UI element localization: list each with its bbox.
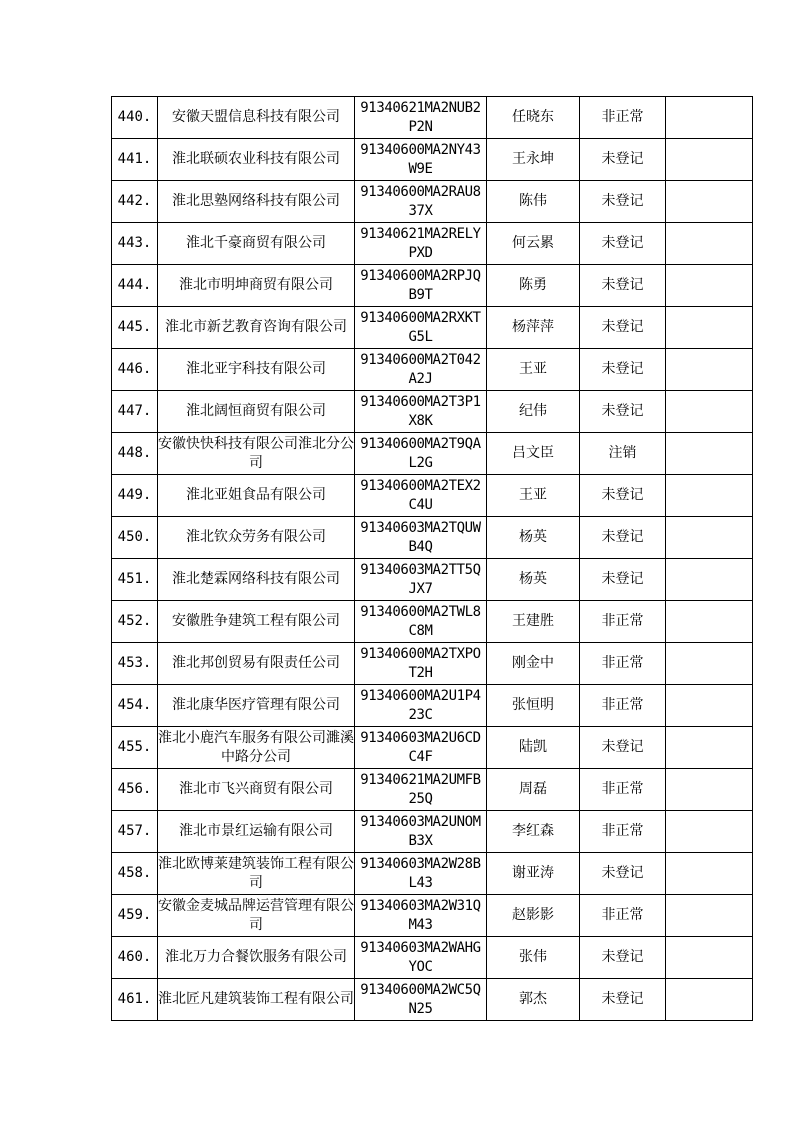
table-row [112, 895, 753, 937]
status: 未登记 [580, 853, 666, 895]
credit-code [355, 349, 487, 391]
company-name: 淮北阔恒商贸有限公司 [158, 391, 355, 433]
credit-code-line-2: L2G [408, 454, 433, 471]
note [666, 391, 753, 433]
row-number: 449. [112, 475, 158, 517]
credit-code-line-1: 91340600MA2RPJQ [360, 267, 481, 284]
company-name: 淮北亚姐食品有限公司 [158, 475, 355, 517]
legal-representative: 何云累 [487, 223, 580, 265]
credit-code [355, 895, 487, 937]
credit-code [355, 811, 487, 853]
credit-code-line-1: 91340600MA2RXKT [360, 309, 481, 326]
company-name: 淮北市明坤商贸有限公司 [158, 265, 355, 307]
status: 未登记 [580, 727, 666, 769]
legal-representative: 陈伟 [487, 181, 580, 223]
credit-code [355, 265, 487, 307]
status: 未登记 [580, 139, 666, 181]
row-number: 447. [112, 391, 158, 433]
credit-code-line-2: C4U [408, 496, 433, 513]
legal-representative: 刚金中 [487, 643, 580, 685]
credit-code [355, 391, 487, 433]
credit-code-line-2: B9T [408, 286, 433, 303]
credit-code-line-1: 91340600MA2TEX2 [360, 477, 481, 494]
note [666, 349, 753, 391]
credit-code-line-1: 91340603MA2TT5Q [360, 561, 481, 578]
table-row [112, 559, 753, 601]
credit-code-line-2: 23C [408, 706, 433, 723]
credit-code-line-2: G5L [408, 328, 433, 345]
credit-code [355, 643, 487, 685]
credit-code [355, 559, 487, 601]
row-number: 441. [112, 139, 158, 181]
status: 非正常 [580, 643, 666, 685]
table-row [112, 601, 753, 643]
credit-code-line-2: B4Q [408, 538, 433, 555]
table-row [112, 853, 753, 895]
row-number: 459. [112, 895, 158, 937]
status: 非正常 [580, 97, 666, 139]
credit-code [355, 979, 487, 1021]
credit-code-line-1: 91340621MA2UMFB [360, 771, 481, 788]
credit-code [355, 937, 487, 979]
credit-code-line-2: JX7 [408, 580, 433, 597]
credit-code-line-2: W9E [408, 160, 433, 177]
credit-code [355, 223, 487, 265]
table-row [112, 349, 753, 391]
note [666, 685, 753, 727]
company-name: 淮北楚霖网络科技有限公司 [158, 559, 355, 601]
company-name: 安徽金麦城品牌运营管理有限公司 [158, 895, 355, 937]
legal-representative: 杨英 [487, 559, 580, 601]
note [666, 811, 753, 853]
credit-code-line-1: 91340603MA2U6CD [360, 729, 481, 746]
status: 非正常 [580, 601, 666, 643]
credit-code [355, 685, 487, 727]
company-name: 安徽胜争建筑工程有限公司 [158, 601, 355, 643]
row-number: 455. [112, 727, 158, 769]
credit-code-line-2: 25Q [408, 790, 433, 807]
credit-code-line-1: 91340603MA2UNOM [360, 813, 481, 830]
row-number: 444. [112, 265, 158, 307]
credit-code-line-2: X8K [408, 412, 433, 429]
company-name: 安徽快快科技有限公司淮北分公司 [158, 433, 355, 475]
note [666, 265, 753, 307]
legal-representative: 谢亚涛 [487, 853, 580, 895]
note [666, 895, 753, 937]
company-name: 淮北市景红运输有限公司 [158, 811, 355, 853]
legal-representative: 王建胜 [487, 601, 580, 643]
row-number: 443. [112, 223, 158, 265]
status: 未登记 [580, 937, 666, 979]
credit-code-line-1: 91340603MA2TQUW [360, 519, 481, 536]
row-number: 458. [112, 853, 158, 895]
credit-code-line-1: 91340621MA2RELY [360, 225, 481, 242]
legal-representative: 杨英 [487, 517, 580, 559]
legal-representative: 王永坤 [487, 139, 580, 181]
credit-code-line-1: 91340600MA2T042 [360, 351, 481, 368]
legal-representative: 王亚 [487, 475, 580, 517]
credit-code-line-2: PXD [408, 244, 433, 261]
credit-code-line-1: 91340600MA2NY43 [360, 141, 481, 158]
status: 未登记 [580, 559, 666, 601]
row-number: 440. [112, 97, 158, 139]
table-row [112, 937, 753, 979]
credit-code [355, 517, 487, 559]
table-row [112, 307, 753, 349]
legal-representative: 陆凯 [487, 727, 580, 769]
status: 未登记 [580, 475, 666, 517]
credit-code [355, 181, 487, 223]
table-row [112, 769, 753, 811]
credit-code-line-1: 91340600MA2WC5Q [360, 981, 481, 998]
company-name: 淮北万力合餐饮服务有限公司 [158, 937, 355, 979]
company-name: 淮北欧博莱建筑装饰工程有限公司 [158, 853, 355, 895]
status: 非正常 [580, 811, 666, 853]
note [666, 937, 753, 979]
legal-representative: 周磊 [487, 769, 580, 811]
row-number: 456. [112, 769, 158, 811]
company-name: 淮北康华医疗管理有限公司 [158, 685, 355, 727]
legal-representative: 李红森 [487, 811, 580, 853]
note [666, 727, 753, 769]
credit-code-line-2: T2H [408, 664, 433, 681]
credit-code-line-2: B3X [408, 832, 433, 849]
legal-representative: 纪伟 [487, 391, 580, 433]
table-row [112, 979, 753, 1021]
legal-representative: 任晓东 [487, 97, 580, 139]
credit-code-line-2: M43 [408, 916, 433, 933]
credit-code-line-1: 91340600MA2TXPO [360, 645, 481, 662]
note [666, 181, 753, 223]
table-row [112, 433, 753, 475]
row-number: 453. [112, 643, 158, 685]
table-row [112, 391, 753, 433]
table-row [112, 811, 753, 853]
table-row [112, 139, 753, 181]
note [666, 97, 753, 139]
credit-code-line-2: C4F [408, 748, 433, 765]
note [666, 433, 753, 475]
credit-code-line-1: 91340600MA2U1P4 [360, 687, 481, 704]
row-number: 445. [112, 307, 158, 349]
company-name: 淮北钦众劳务有限公司 [158, 517, 355, 559]
company-name: 淮北小鹿汽车服务有限公司濉溪中路分公司 [158, 727, 355, 769]
note [666, 223, 753, 265]
table-row [112, 643, 753, 685]
legal-representative: 郭杰 [487, 979, 580, 1021]
credit-code [355, 433, 487, 475]
credit-code-line-1: 91340600MA2T3P1 [360, 393, 481, 410]
credit-code-line-1: 91340600MA2T9QA [360, 435, 481, 452]
legal-representative: 张伟 [487, 937, 580, 979]
status: 未登记 [580, 391, 666, 433]
credit-code-line-1: 91340603MA2W31Q [360, 897, 481, 914]
note [666, 769, 753, 811]
company-name: 淮北思塾网络科技有限公司 [158, 181, 355, 223]
table-row [112, 265, 753, 307]
row-number: 454. [112, 685, 158, 727]
company-name: 安徽天盟信息科技有限公司 [158, 97, 355, 139]
row-number: 448. [112, 433, 158, 475]
row-number: 442. [112, 181, 158, 223]
credit-code-line-1: 91340621MA2NUB2 [360, 99, 481, 116]
status: 未登记 [580, 517, 666, 559]
table-row [112, 181, 753, 223]
credit-code [355, 769, 487, 811]
row-number: 450. [112, 517, 158, 559]
legal-representative: 陈勇 [487, 265, 580, 307]
company-name: 淮北邦创贸易有限责任公司 [158, 643, 355, 685]
company-name: 淮北匠凡建筑装饰工程有限公司 [158, 979, 355, 1021]
table-row [112, 517, 753, 559]
legal-representative: 王亚 [487, 349, 580, 391]
status: 未登记 [580, 223, 666, 265]
status: 未登记 [580, 349, 666, 391]
credit-code [355, 139, 487, 181]
status: 未登记 [580, 181, 666, 223]
company-name: 淮北千豪商贸有限公司 [158, 223, 355, 265]
credit-code-line-1: 91340603MA2WAHG [360, 939, 481, 956]
status: 非正常 [580, 685, 666, 727]
status: 非正常 [580, 769, 666, 811]
note [666, 643, 753, 685]
row-number: 451. [112, 559, 158, 601]
note [666, 559, 753, 601]
credit-code-line-1: 91340600MA2TWL8 [360, 603, 481, 620]
credit-code-line-1: 91340600MA2RAU8 [360, 183, 481, 200]
credit-code [355, 727, 487, 769]
legal-representative: 赵影影 [487, 895, 580, 937]
credit-code-line-2: 37X [408, 202, 433, 219]
row-number: 460. [112, 937, 158, 979]
status: 未登记 [580, 265, 666, 307]
company-name: 淮北联硕农业科技有限公司 [158, 139, 355, 181]
note [666, 979, 753, 1021]
status: 未登记 [580, 307, 666, 349]
credit-code-line-2: C8M [408, 622, 433, 639]
legal-representative: 杨萍萍 [487, 307, 580, 349]
table-row [112, 685, 753, 727]
row-number: 446. [112, 349, 158, 391]
company-name: 淮北市飞兴商贸有限公司 [158, 769, 355, 811]
credit-code-line-2: A2J [408, 370, 433, 387]
table-row [112, 97, 753, 139]
row-number: 452. [112, 601, 158, 643]
credit-code-line-2: L43 [408, 874, 433, 891]
company-name: 淮北亚宇科技有限公司 [158, 349, 355, 391]
table-row [112, 223, 753, 265]
legal-representative: 吕文臣 [487, 433, 580, 475]
status: 非正常 [580, 895, 666, 937]
credit-code [355, 853, 487, 895]
credit-code [355, 601, 487, 643]
note [666, 853, 753, 895]
registry-table-body [112, 97, 753, 1021]
table-row [112, 727, 753, 769]
legal-representative: 张恒明 [487, 685, 580, 727]
note [666, 475, 753, 517]
row-number: 457. [112, 811, 158, 853]
credit-code [355, 475, 487, 517]
status: 注销 [580, 433, 666, 475]
credit-code-line-2: P2N [408, 118, 433, 135]
registry-table [111, 96, 753, 1021]
note [666, 517, 753, 559]
credit-code-line-1: 91340603MA2W28B [360, 855, 481, 872]
credit-code-line-2: N25 [408, 1000, 433, 1017]
note [666, 307, 753, 349]
credit-code [355, 97, 487, 139]
table-row [112, 475, 753, 517]
note [666, 601, 753, 643]
credit-code [355, 307, 487, 349]
note [666, 139, 753, 181]
row-number: 461. [112, 979, 158, 1021]
company-name: 淮北市新艺教育咨询有限公司 [158, 307, 355, 349]
credit-code-line-2: YOC [408, 958, 433, 975]
status: 未登记 [580, 979, 666, 1021]
